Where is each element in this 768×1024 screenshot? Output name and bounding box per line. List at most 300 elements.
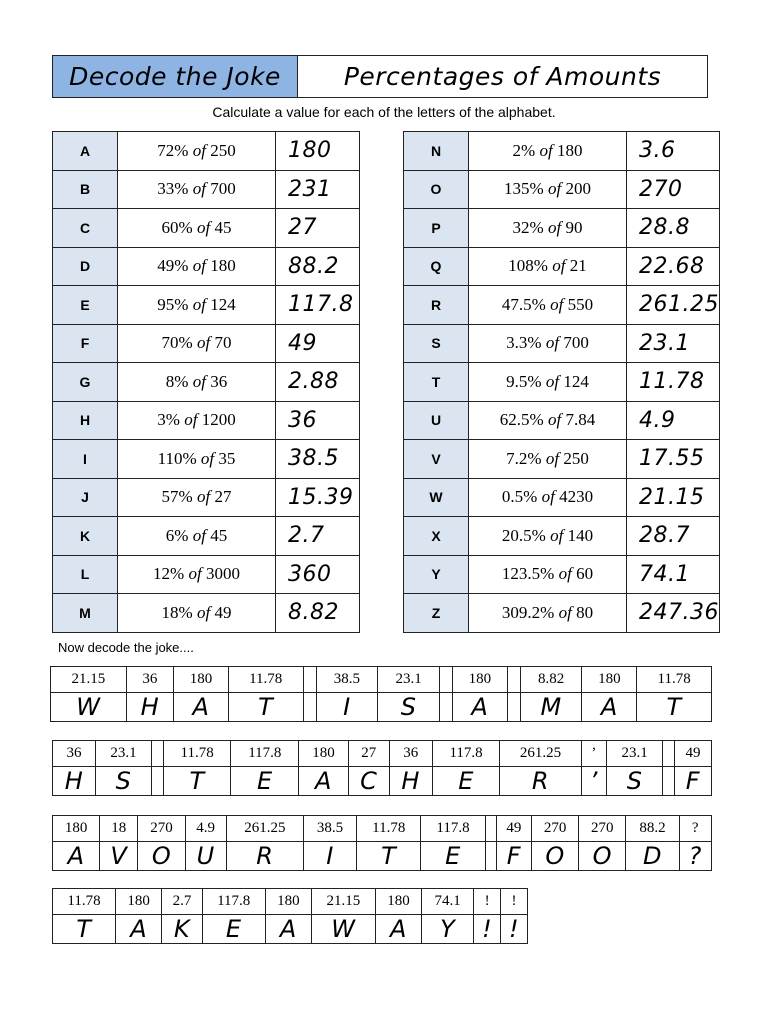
joke-code-cell: 23.1: [607, 741, 663, 767]
joke-letter-cell[interactable]: F: [674, 767, 711, 796]
joke-letter-cell[interactable]: O: [579, 842, 626, 871]
answer-cell[interactable]: 247.36: [627, 594, 720, 633]
percent: 123.5%: [501, 564, 555, 584]
of-word: of: [547, 217, 562, 237]
problem-cell: [469, 209, 627, 248]
joke-code-cell: !: [501, 889, 528, 915]
amount: 700: [210, 179, 236, 199]
letter-cell: W: [404, 478, 469, 517]
letter-row: [404, 594, 720, 633]
joke-letter-cell[interactable]: !: [501, 915, 528, 944]
letter-row: [404, 247, 720, 286]
percent: 32%: [512, 217, 544, 237]
joke-code-cell: 180: [582, 667, 637, 693]
answer-cell[interactable]: 231: [276, 170, 360, 209]
joke-letter-cell[interactable]: [152, 767, 164, 796]
of-word: of: [550, 294, 564, 314]
letter-cell: M: [53, 594, 118, 633]
joke-letter-cell[interactable]: W: [51, 693, 127, 722]
of-word: of: [550, 525, 564, 545]
letter-row: [53, 440, 360, 479]
letter-cell: S: [404, 324, 469, 363]
letter-cell: R: [404, 286, 469, 325]
letters-table-right: [403, 131, 720, 633]
amount: 7.84: [565, 410, 596, 430]
percent: 20.5%: [501, 525, 546, 545]
joke-code-cell: !: [474, 889, 501, 915]
letter-cell: K: [53, 517, 118, 556]
problem-cell: [118, 286, 276, 325]
letter-row: [404, 170, 720, 209]
joke-letter-cell[interactable]: A: [582, 693, 637, 722]
joke-letter-cell[interactable]: A: [265, 915, 311, 944]
joke-letter-cell[interactable]: S: [96, 767, 152, 796]
joke-letter-cell[interactable]: [485, 842, 496, 871]
letter-row: [404, 555, 720, 594]
problem-cell: [118, 324, 276, 363]
joke-letter-cell[interactable]: A: [452, 693, 507, 722]
joke-code-cell: 11.78: [53, 889, 116, 915]
letter-row: [53, 286, 360, 325]
joke-letter-cell[interactable]: !: [474, 915, 501, 944]
letter-row: [404, 286, 720, 325]
answer-cell[interactable]: 2.7: [276, 517, 360, 556]
instructions: Calculate a value for each of the letters of the alphabet.: [212, 104, 556, 120]
problem-cell: [118, 517, 276, 556]
joke-letter-cell[interactable]: A: [174, 693, 229, 722]
joke-letter-cell[interactable]: A: [375, 915, 421, 944]
amount: 3000: [205, 564, 240, 584]
letter-row: [53, 478, 360, 517]
letter-cell: U: [404, 401, 469, 440]
percent: 62.5%: [499, 410, 544, 430]
of-word: of: [547, 179, 562, 199]
problem-cell: [469, 247, 627, 286]
joke-code-cell: 49: [674, 741, 711, 767]
joke-code-cell: 270: [532, 816, 579, 842]
letter-cell: T: [404, 363, 469, 402]
amount: 250: [210, 140, 236, 160]
joke-decoded-row: [51, 693, 712, 722]
amount: 124: [210, 294, 236, 314]
problem-cell: [118, 247, 276, 286]
joke-code-cell: 23.1: [96, 741, 152, 767]
of-word: of: [539, 140, 553, 160]
joke-letter-cell[interactable]: [303, 693, 316, 722]
letters-table-left: [52, 131, 360, 633]
joke-code-cell: [663, 741, 675, 767]
answer-cell[interactable]: 28.8: [627, 209, 720, 248]
of-word: of: [196, 602, 211, 622]
joke-letter-cell[interactable]: T: [53, 915, 116, 944]
of-word: of: [545, 448, 560, 468]
joke-code-cell: 117.8: [421, 816, 485, 842]
joke-row-3: [52, 815, 712, 871]
percent: 57%: [161, 487, 193, 507]
joke-letter-cell[interactable]: E: [231, 767, 299, 796]
of-word: of: [192, 371, 206, 391]
answer-cell[interactable]: 8.82: [276, 594, 360, 633]
answer-cell[interactable]: 74.1: [627, 555, 720, 594]
answer-cell[interactable]: 4.9: [627, 401, 720, 440]
joke-letter-cell[interactable]: A: [116, 915, 162, 944]
amount: 140: [567, 525, 594, 545]
joke-row-2: [52, 740, 712, 796]
percent: 7.2%: [506, 448, 542, 468]
problem-cell: [469, 324, 627, 363]
amount: 700: [563, 333, 589, 353]
joke-decoded-row: [53, 767, 712, 796]
joke-code-cell: 11.78: [357, 816, 421, 842]
letter-cell: Q: [404, 247, 469, 286]
title-right: Percentages of Amounts: [343, 62, 662, 91]
problem-cell: [469, 594, 627, 633]
joke-letter-cell[interactable]: T: [228, 693, 303, 722]
joke-code-cell: 36: [389, 741, 432, 767]
joke-code-cell: 180: [174, 667, 229, 693]
of-word: of: [200, 448, 215, 468]
joke-letter-cell[interactable]: U: [185, 842, 226, 871]
percent: 9.5%: [506, 371, 542, 391]
joke-letter-cell[interactable]: M: [520, 693, 582, 722]
of-word: of: [188, 564, 202, 584]
problem-cell: [469, 132, 627, 171]
answer-cell[interactable]: 88.2: [276, 247, 360, 286]
of-word: of: [558, 602, 572, 622]
of-word: of: [552, 256, 566, 276]
joke-code-cell: 36: [126, 667, 173, 693]
letter-cell: P: [404, 209, 469, 248]
of-word: of: [184, 410, 198, 430]
of-word: of: [192, 140, 206, 160]
percent: 6%: [165, 525, 189, 545]
joke-letter-cell[interactable]: A: [53, 842, 100, 871]
joke-letter-cell[interactable]: ?: [679, 842, 711, 871]
joke-letter-cell[interactable]: E: [421, 842, 485, 871]
joke-letter-cell[interactable]: T: [637, 693, 712, 722]
joke-letter-cell[interactable]: [663, 767, 675, 796]
joke-letter-cell[interactable]: Y: [422, 915, 474, 944]
joke-code-cell: 88.2: [626, 816, 679, 842]
joke-code-cell: 180: [452, 667, 507, 693]
letter-cell: G: [53, 363, 118, 402]
problem-cell: [469, 286, 627, 325]
letter-cell: A: [53, 132, 118, 171]
answer-cell[interactable]: 21.15: [627, 478, 720, 517]
joke-letter-cell[interactable]: W: [311, 915, 375, 944]
percent: 72%: [157, 140, 189, 160]
joke-code-cell: ’: [581, 741, 606, 767]
letter-row: [53, 132, 360, 171]
answer-cell[interactable]: 15.39: [276, 478, 360, 517]
letter-row: [404, 209, 720, 248]
letter-row: [404, 132, 720, 171]
amount: 4230: [559, 487, 594, 507]
letter-row: [53, 555, 360, 594]
letter-row: [53, 594, 360, 633]
letter-cell: X: [404, 517, 469, 556]
joke-code-row: [53, 816, 712, 842]
answer-cell[interactable]: 27: [276, 209, 360, 248]
percent: 3%: [157, 410, 180, 430]
percent: 8%: [165, 371, 189, 391]
letter-cell: E: [53, 286, 118, 325]
problem-cell: [118, 555, 276, 594]
problem-cell: [469, 517, 627, 556]
letter-cell: Z: [404, 594, 469, 633]
of-word: of: [545, 371, 560, 391]
letter-cell: F: [53, 324, 118, 363]
letter-cell: H: [53, 401, 118, 440]
answer-cell[interactable]: 28.7: [627, 517, 720, 556]
amount: 36: [210, 371, 228, 391]
answer-cell[interactable]: 180: [276, 132, 360, 171]
joke-letter-cell[interactable]: F: [496, 842, 531, 871]
letter-cell: Y: [404, 555, 469, 594]
title-left: Decode the Joke: [53, 56, 298, 97]
percent: 47.5%: [501, 294, 546, 314]
joke-code-cell: 21.15: [51, 667, 127, 693]
percent: 0.5%: [501, 487, 538, 507]
answer-cell[interactable]: 360: [276, 555, 360, 594]
problem-cell: [118, 440, 276, 479]
problem-cell: [118, 594, 276, 633]
joke-letter-cell[interactable]: H: [389, 767, 432, 796]
joke-code-cell: 117.8: [202, 889, 265, 915]
of-word: of: [192, 525, 206, 545]
joke-code-cell: 74.1: [422, 889, 474, 915]
of-word: of: [547, 410, 562, 430]
letter-cell: O: [404, 170, 469, 209]
problem-cell: [469, 478, 627, 517]
joke-letter-cell[interactable]: C: [348, 767, 389, 796]
of-word: of: [196, 217, 211, 237]
joke-code-cell: [485, 816, 496, 842]
letter-cell: J: [53, 478, 118, 517]
letter-cell: B: [53, 170, 118, 209]
joke-code-row: [53, 741, 712, 767]
joke-code-cell: 11.78: [637, 667, 712, 693]
answer-cell[interactable]: 2.88: [276, 363, 360, 402]
letter-row: [404, 517, 720, 556]
problem-cell: [469, 440, 627, 479]
percent: 108%: [508, 256, 548, 276]
percent: 12%: [153, 564, 185, 584]
of-word: of: [192, 179, 206, 199]
joke-code-cell: 23.1: [378, 667, 440, 693]
letter-row: [53, 363, 360, 402]
problem-cell: [118, 132, 276, 171]
of-word: of: [541, 487, 555, 507]
of-word: of: [192, 256, 206, 276]
amount: 70: [214, 333, 232, 353]
letter-row: [404, 478, 720, 517]
letter-cell: C: [53, 209, 118, 248]
answer-cell[interactable]: 117.8: [276, 286, 360, 325]
letter-row: [53, 324, 360, 363]
joke-code-cell: ?: [679, 816, 711, 842]
letter-row: [404, 324, 720, 363]
amount: 49: [214, 602, 232, 622]
of-word: of: [196, 333, 211, 353]
joke-letter-cell[interactable]: [439, 693, 452, 722]
amount: 90: [565, 217, 583, 237]
joke-code-cell: 36: [53, 741, 96, 767]
joke-letter-cell[interactable]: R: [226, 842, 303, 871]
answer-cell[interactable]: 270: [627, 170, 720, 209]
joke-letter-cell[interactable]: ’: [581, 767, 606, 796]
problem-cell: [118, 170, 276, 209]
percent: 3.3%: [506, 333, 542, 353]
joke-code-cell: 38.5: [303, 816, 356, 842]
joke-code-row: [51, 667, 712, 693]
answer-cell[interactable]: 11.78: [627, 363, 720, 402]
joke-letter-cell[interactable]: I: [303, 842, 356, 871]
joke-decoded-row: [53, 915, 528, 944]
percent: 309.2%: [501, 602, 555, 622]
joke-letter-cell[interactable]: E: [202, 915, 265, 944]
problem-cell: [469, 170, 627, 209]
joke-code-cell: [303, 667, 316, 693]
joke-letter-cell[interactable]: [507, 693, 520, 722]
joke-code-cell: 21.15: [311, 889, 375, 915]
joke-letter-cell[interactable]: H: [126, 693, 173, 722]
of-word: of: [196, 487, 211, 507]
joke-letter-cell[interactable]: S: [378, 693, 440, 722]
joke-code-cell: 270: [138, 816, 185, 842]
problem-cell: [469, 363, 627, 402]
joke-code-cell: [507, 667, 520, 693]
letter-row: [404, 363, 720, 402]
joke-code-cell: 11.78: [163, 741, 231, 767]
letter-row: [53, 170, 360, 209]
amount: 180: [556, 140, 583, 160]
letter-cell: V: [404, 440, 469, 479]
joke-row-4: [52, 888, 528, 944]
joke-letter-cell[interactable]: T: [163, 767, 231, 796]
amount: 21: [569, 256, 587, 276]
amount: 124: [563, 371, 589, 391]
amount: 250: [563, 448, 589, 468]
joke-letter-cell[interactable]: D: [626, 842, 679, 871]
joke-code-cell: 4.9: [185, 816, 226, 842]
percent: 135%: [504, 179, 544, 199]
joke-letter-cell[interactable]: K: [162, 915, 202, 944]
answer-cell[interactable]: 38.5: [276, 440, 360, 479]
joke-code-cell: 180: [375, 889, 421, 915]
joke-code-cell: 270: [579, 816, 626, 842]
problem-cell: [118, 478, 276, 517]
of-word: of: [558, 564, 572, 584]
answer-cell[interactable]: 49: [276, 324, 360, 363]
joke-code-cell: 11.78: [228, 667, 303, 693]
joke-code-cell: 180: [299, 741, 349, 767]
joke-letter-cell[interactable]: V: [100, 842, 138, 871]
joke-code-cell: 117.8: [432, 741, 500, 767]
amount: 80: [576, 602, 594, 622]
percent: 49%: [157, 256, 189, 276]
joke-letter-cell[interactable]: I: [316, 693, 378, 722]
answer-cell[interactable]: 3.6: [627, 132, 720, 171]
joke-code-cell: 180: [116, 889, 162, 915]
decode-prompt: Now decode the joke....: [58, 640, 194, 655]
problem-cell: [118, 209, 276, 248]
letter-row: [53, 247, 360, 286]
joke-letter-cell[interactable]: O: [532, 842, 579, 871]
amount: 550: [567, 294, 594, 314]
answer-cell[interactable]: 17.55: [627, 440, 720, 479]
letter-row: [53, 517, 360, 556]
joke-code-cell: [439, 667, 452, 693]
answer-cell[interactable]: 36: [276, 401, 360, 440]
percent: 2%: [512, 140, 536, 160]
letter-row: [53, 401, 360, 440]
joke-code-cell: 2.7: [162, 889, 202, 915]
joke-letter-cell[interactable]: S: [607, 767, 663, 796]
letter-row: [53, 209, 360, 248]
problem-cell: [118, 363, 276, 402]
joke-code-cell: 117.8: [231, 741, 299, 767]
joke-row-1: [50, 666, 712, 722]
of-word: of: [545, 333, 560, 353]
joke-code-cell: 8.82: [520, 667, 582, 693]
problem-cell: [118, 401, 276, 440]
letter-cell: D: [53, 247, 118, 286]
joke-letter-cell[interactable]: A: [299, 767, 349, 796]
joke-letter-cell[interactable]: H: [53, 767, 96, 796]
answer-cell[interactable]: 22.68: [627, 247, 720, 286]
amount: 1200: [201, 410, 236, 430]
problem-cell: [469, 401, 627, 440]
amount: 45: [210, 525, 228, 545]
joke-letter-cell[interactable]: E: [432, 767, 500, 796]
title-banner: [52, 55, 708, 98]
percent: 110%: [157, 448, 197, 468]
joke-code-cell: 180: [265, 889, 311, 915]
percent: 18%: [161, 602, 193, 622]
joke-decoded-row: [53, 842, 712, 871]
percent: 95%: [157, 294, 189, 314]
problem-cell: [469, 555, 627, 594]
letter-cell: L: [53, 555, 118, 594]
of-word: of: [192, 294, 206, 314]
answer-cell[interactable]: 23.1: [627, 324, 720, 363]
joke-code-cell: 27: [348, 741, 389, 767]
joke-letter-cell[interactable]: O: [138, 842, 185, 871]
joke-code-cell: 49: [496, 816, 531, 842]
joke-code-cell: 18: [100, 816, 138, 842]
joke-code-cell: 38.5: [316, 667, 378, 693]
letter-row: [404, 401, 720, 440]
joke-letter-cell[interactable]: T: [357, 842, 421, 871]
joke-code-cell: 261.25: [226, 816, 303, 842]
letter-cell: I: [53, 440, 118, 479]
joke-letter-cell[interactable]: R: [500, 767, 581, 796]
joke-code-row: [53, 889, 528, 915]
percent: 70%: [161, 333, 193, 353]
joke-code-cell: 261.25: [500, 741, 581, 767]
letter-row: [404, 440, 720, 479]
amount: 60: [576, 564, 594, 584]
amount: 200: [565, 179, 591, 199]
percent: 33%: [157, 179, 189, 199]
amount: 27: [214, 487, 232, 507]
answer-cell[interactable]: 261.25: [627, 286, 720, 325]
letter-cell: N: [404, 132, 469, 171]
joke-code-cell: [152, 741, 164, 767]
percent: 60%: [161, 217, 193, 237]
amount: 35: [218, 448, 236, 468]
